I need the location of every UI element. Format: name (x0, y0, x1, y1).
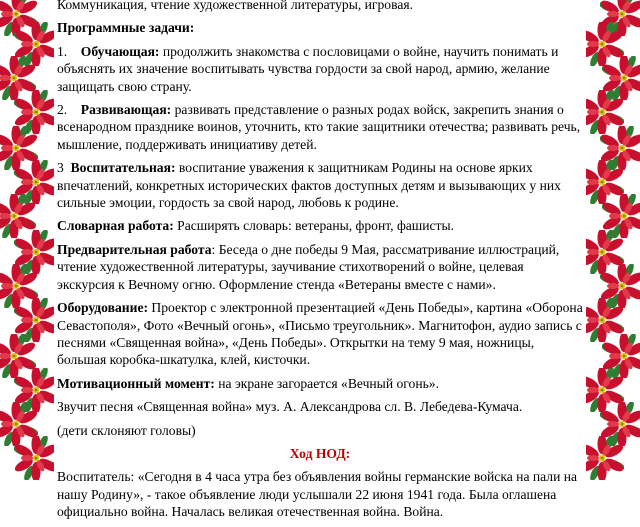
preliminary-text: : Беседа о дне победы 9 Мая, рассматривание иллюстраций, чтение художественной литературы, заучивание стихотворений о войне, целевая экскурсия к Вечному огню. Оформление стенда «Ветераны вместе с нами». (57, 241, 560, 292)
vocabulary-label: Словарная работа: (57, 218, 174, 234)
motivation-moment (57, 375, 583, 392)
task-developing (57, 101, 583, 153)
task-label: Развивающая: (80, 102, 172, 118)
motivation-label: Мотивационный момент: (57, 375, 215, 391)
preliminary-label: Предварительная работа (57, 241, 212, 257)
vocabulary-work (57, 217, 583, 234)
task-text: продолжить знакомства с пословицами о войне, научить понимать и объяснять их значение воспитывать чувства гордости за свой народ, армию, желание защищать свою страну. (57, 43, 559, 94)
task-label: Воспитательная: (70, 160, 176, 176)
equipment-label: Оборудование: (57, 300, 149, 316)
left-decorative-border (0, 0, 54, 480)
document-body (57, 0, 583, 527)
task-educational (57, 159, 583, 211)
children-line: (дети склоняют головы) (57, 422, 196, 438)
equipment-text: Проектор с электронной презентацией «День Победы», картина «Оборона Севастополя», Фото «Вечный огонь», «Письмо треугольник». Магнитофон, аудио запись с песнями «Священная война», «День Победы». Открытки на тему 9 мая, ножницы, большая коробка-шкатулка, клей, кисточки. (57, 300, 583, 368)
task-number: 3 (57, 160, 64, 176)
task-teaching (57, 43, 583, 95)
teacher-speech: Воспитатель: «Сегодня в 4 часа утра без объявления войны германские войска на пали на нашу Родину», - такое объявление люди услышали 22 июня 1941 года. Была оглашена официально война. Началась великая отечественная война. Война. (57, 469, 578, 520)
task-text: развивать представление о разных родах войск, закрепить знания о всенародном празднике воинов, уточнить, кто такие защитники отечества; развивать речь, мышление, поддерживать инициативу детей. (57, 102, 581, 152)
vocabulary-text: Расширять словарь: ветераны, фронт, фашисты. (173, 218, 455, 234)
task-text: воспитание уважения к защитникам Родины на основе ярких впечатлений, конкретных исторических фактов доступных детям и вызывающих у них сильные эмоции, гордость за свой народ, любовь к родине. (57, 160, 561, 211)
poinsettia-flower-icon (586, 436, 624, 480)
equipment (57, 299, 583, 369)
song-line: Звучит песня «Священная война» муз. А. Александрова сл. В. Лебедева-Кумача. (57, 399, 523, 415)
preliminary-work (57, 241, 583, 293)
poinsettia-flower-icon (14, 436, 54, 480)
task-number: 2. (57, 102, 68, 118)
task-number: 1. (57, 43, 68, 59)
task-label: Обучающая: (80, 43, 160, 59)
section-heading: Ход НОД: (289, 445, 351, 461)
program-tasks-title: Программные задачи: (57, 20, 195, 36)
right-decorative-border (586, 0, 640, 480)
motivation-text: на экране загорается «Вечный огонь». (214, 375, 439, 391)
activities-line: Коммуникация, чтение художественной литературы, игровая. (57, 0, 414, 12)
